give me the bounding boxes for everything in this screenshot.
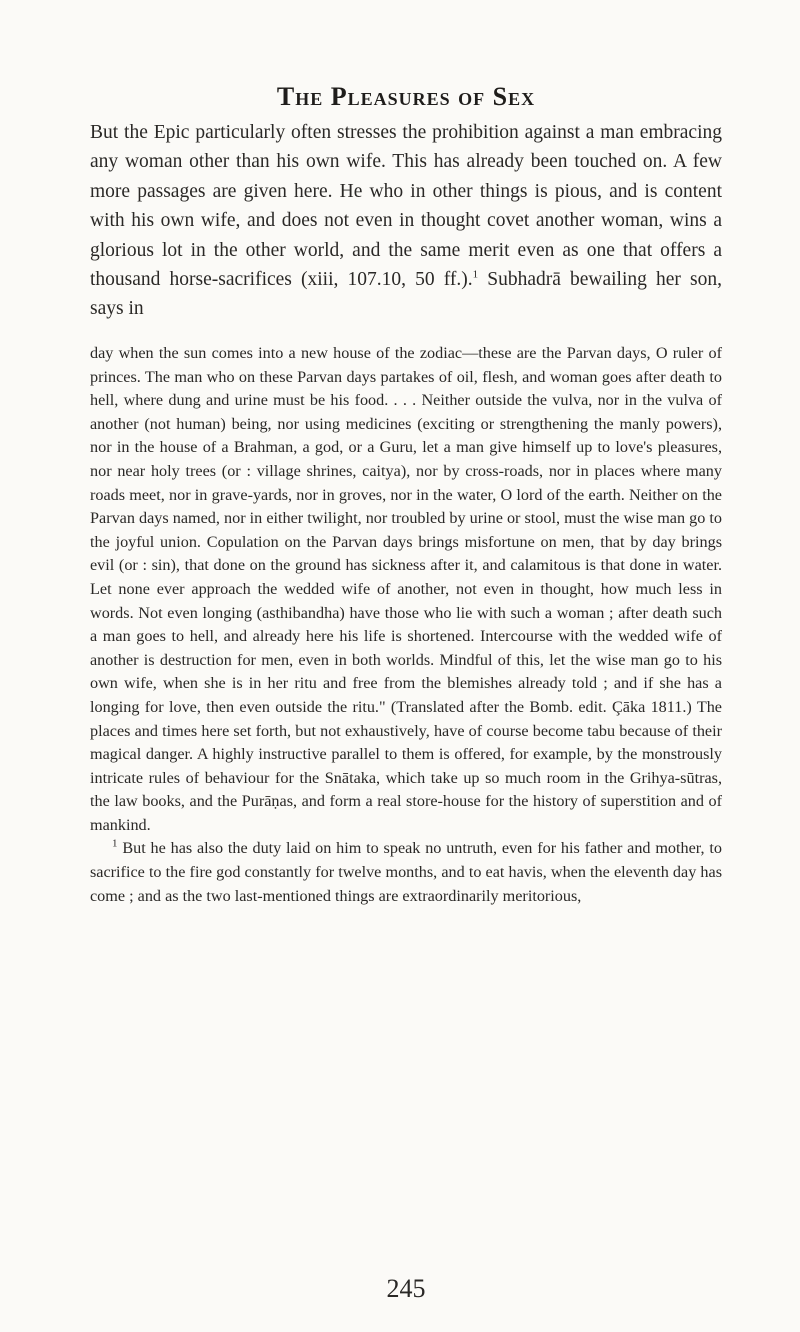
- main-paragraph: [90, 118, 722, 324]
- footnote-continued: day when the sun comes into a new house of the zodiac—these are the Parvan days, O ruler of princes. The man who on these Parvan days partakes of oil, flesh, and woman goes after death to hell, where dung and urine must be his food. . . . Neither outside the vulva, nor in the vulva of another (not human) being, nor using medicines (exciting or strengthening the manly powers), nor in the house of a Brahman, a god, or a Guru, let a man give himself up to love's pleasures, nor near holy trees (or : village shrines, caitya), nor by cross-roads, nor in places where many roads meet, nor in grave-yards, nor in groves, nor in the water, O lord of the earth. Neither on the Parvan days named, nor in either twilight, nor troubled by urine or stool, must the wise man go to the joyful union. Copulation on the Parvan days brings misfortune on men, that by day brings evil (or : sin), that done on the ground has sickness after it, and calamitous is that done in water. Let none ever approach the wedded wife of another, not even in thought, how much less in words. Not even longing (asthibandha) have those who lie with such a woman ; after death such a man goes to hell, and already here his life is shortened. Intercourse with the wedded wife of another is destruction for men, even in both worlds. Mindful of this, let the wise man go to his own wife, when she is in her ritu and free from the blemishes already told ; and if she has a longing for love, then even outside the ritu." (Translated after the Bomb. edit. Çāka 1811.) The places and times here set forth, but not exhaustively, have of course become tabu because of their magical danger. A highly instructive parallel to them is offered, for example, by the monstrously intricate rules of behaviour for the Snātaka, which take up so much room in the Grihya-sūtras, the law books, and the Purāṇas, and form a real store-house for the history of superstition and of mankind.: [90, 344, 722, 834]
- footnote-marker: 1: [472, 268, 479, 281]
- running-head: The Pleasures of Sex: [276, 82, 536, 111]
- main-paragraph-continuation: Subhadrā bewailing her son, says in: [90, 269, 722, 320]
- footnotes: [90, 342, 722, 908]
- footnote-1: [90, 837, 722, 908]
- footnote-1-marker: 1: [112, 838, 118, 851]
- book-page: [90, 0, 722, 1332]
- footnote-1-text: But he has also the duty laid on him to speak no untruth, even for his father and mother, to sacrifice to the fire god constantly for twelve months, and to eat havis, when the eleventh day has come ; and as the two last-mentioned things are extraordinarily meritorious,: [90, 839, 722, 905]
- main-paragraph-text: But the Epic particularly often stresses the prohibition against a man embracing any woman other than his own wife. This has already been touched on. A few more passages are given here. He who in other things is pious, and is content with his own wife, and does not even in thought covet another woman, wins a glorious lot in the other world, and the same merit even as one that offers a thousand horse-sacrifices (xiii, 107.10, 50 ff.).: [90, 122, 722, 291]
- page-number: 245: [386, 1274, 426, 1303]
